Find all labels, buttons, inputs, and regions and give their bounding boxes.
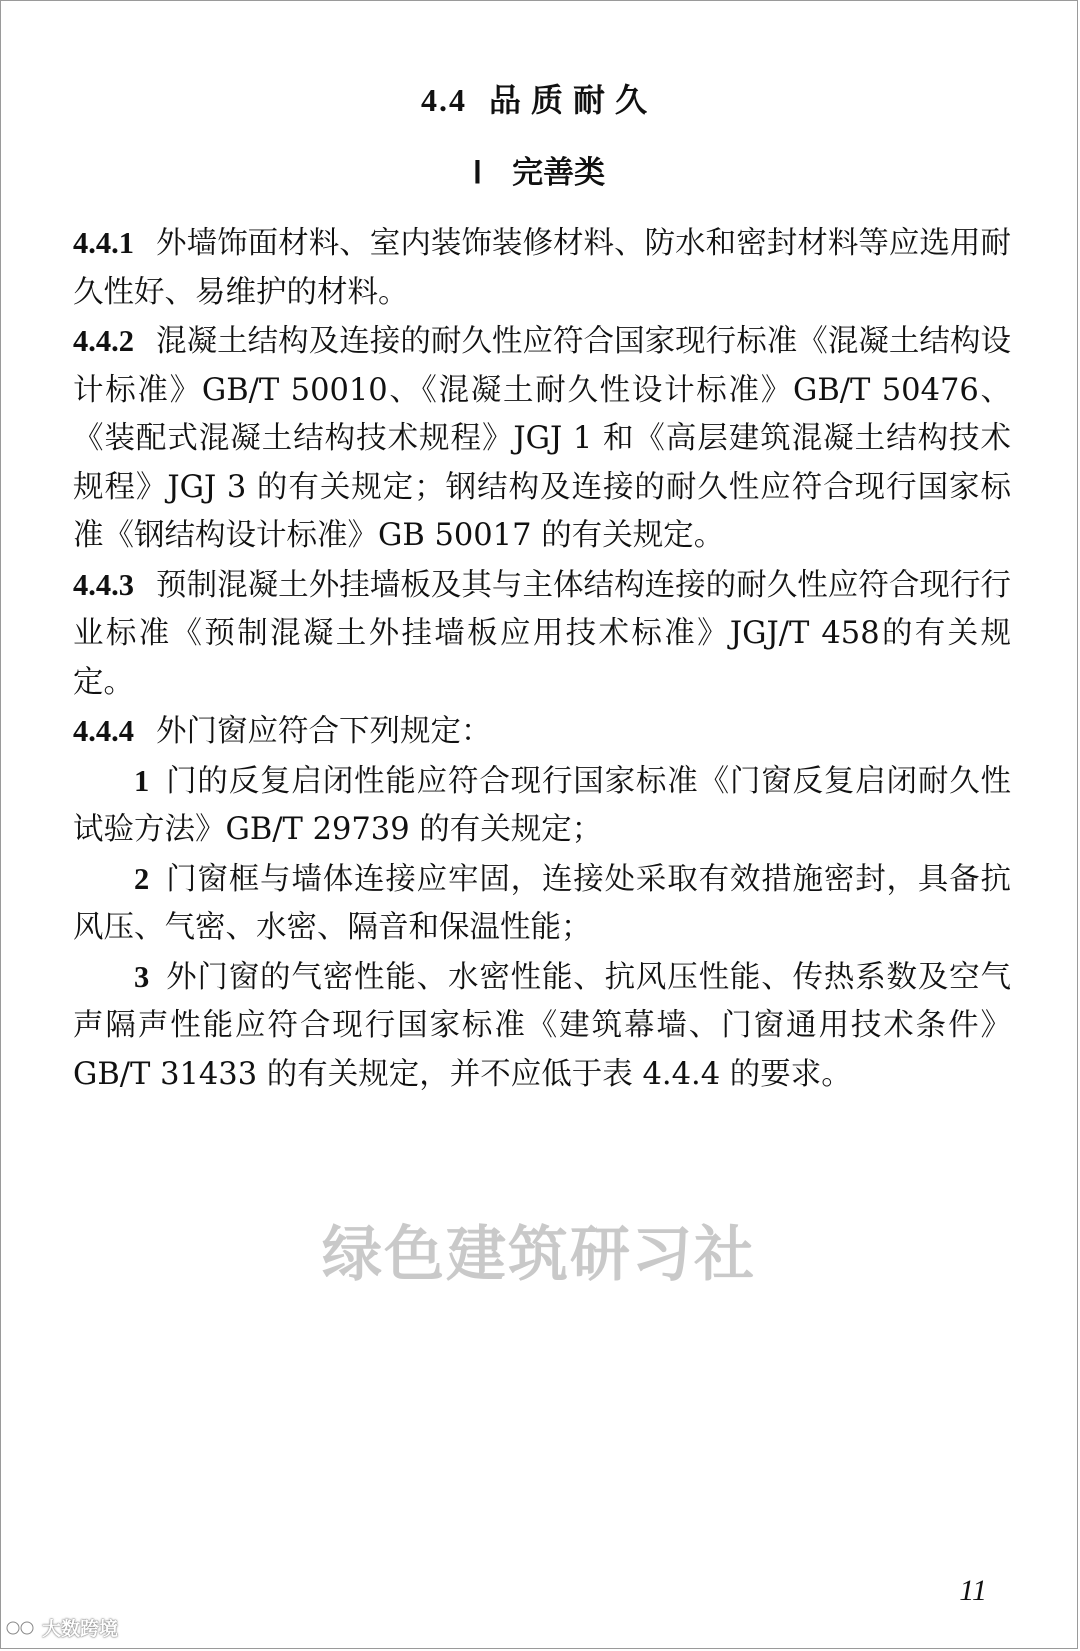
clause-number: 4.4.1: [73, 226, 134, 260]
clause-text: 外门窗应符合下列规定：: [156, 714, 492, 749]
clause-number: 4.4.4: [73, 714, 134, 748]
subsection-title: [1, 147, 1077, 192]
list-item-2: [73, 855, 1011, 953]
section-number: 4.4: [420, 82, 467, 118]
subsection-roman: Ⅰ: [472, 155, 483, 190]
clause-4-4-1: [73, 219, 1011, 317]
corner-logo: [4, 1614, 118, 1641]
clause-text: 预制混凝土外挂墙板及其与主体结构连接的耐久性应符合现行行业标准《预制混凝土外挂墙板应用技术标准》JGJ/T 458的有关规定。: [73, 567, 1011, 700]
list-item-1: [73, 757, 1011, 855]
item-number: 1: [134, 763, 150, 798]
clause-number: 4.4.2: [73, 324, 134, 358]
clause-4-4-3: [73, 561, 1011, 708]
item-text: 门窗框与墙体连接应牢固，连接处采取有效措施密封，具备抗风压、气密、水密、隔音和保温性能；: [73, 861, 1011, 945]
clause-text: 外墙饰面材料、室内装饰装修材料、防水和密封材料等应选用耐久性好、易维护的材料。: [73, 226, 1011, 310]
section-title-text: 品质耐久: [488, 81, 657, 119]
body-text: [73, 219, 1011, 1099]
corner-logo-text: 大数跨境: [42, 1618, 119, 1640]
clause-number: 4.4.3: [73, 567, 134, 602]
item-text: 门的反复启闭性能应符合现行国家标准《门窗反复启闭耐久性试验方法》GB/T 29739 的有关规定；: [73, 763, 1011, 847]
page-number: 11: [959, 1574, 987, 1607]
subsection-title-text: 完善类: [512, 155, 606, 191]
list-item-3: [73, 953, 1011, 1100]
section-title: [1, 75, 1077, 121]
item-number: 2: [134, 861, 150, 896]
clause-4-4-4: [73, 707, 1011, 757]
item-number: 3: [134, 959, 150, 994]
clause-text: 混凝土结构及连接的耐久性应符合国家现行标准《混凝土结构设计标准》GB/T 50010、《混凝土耐久性设计标准》GB/T 50476、《装配式混凝土结构技术规程》JGJ 1 和《高层建筑混凝土结构技术规程》JGJ 3 的有关规定；钢结构及连接的耐久性应符合现行国家标准《钢结构设计标准》GB 50017 的有关规定。: [73, 324, 1011, 553]
loop-logo-icon: [4, 1617, 38, 1639]
watermark: 绿色建筑研习社: [322, 1220, 756, 1290]
clause-4-4-2: [73, 317, 1011, 561]
item-text: 外门窗的气密性能、水密性能、抗风压性能、传热系数及空气声隔声性能应符合现行国家标准《建筑幕墙、门窗通用技术条件》GB/T 31433 的有关规定，并不应低于表 4.4.4 的要求。: [73, 959, 1011, 1092]
